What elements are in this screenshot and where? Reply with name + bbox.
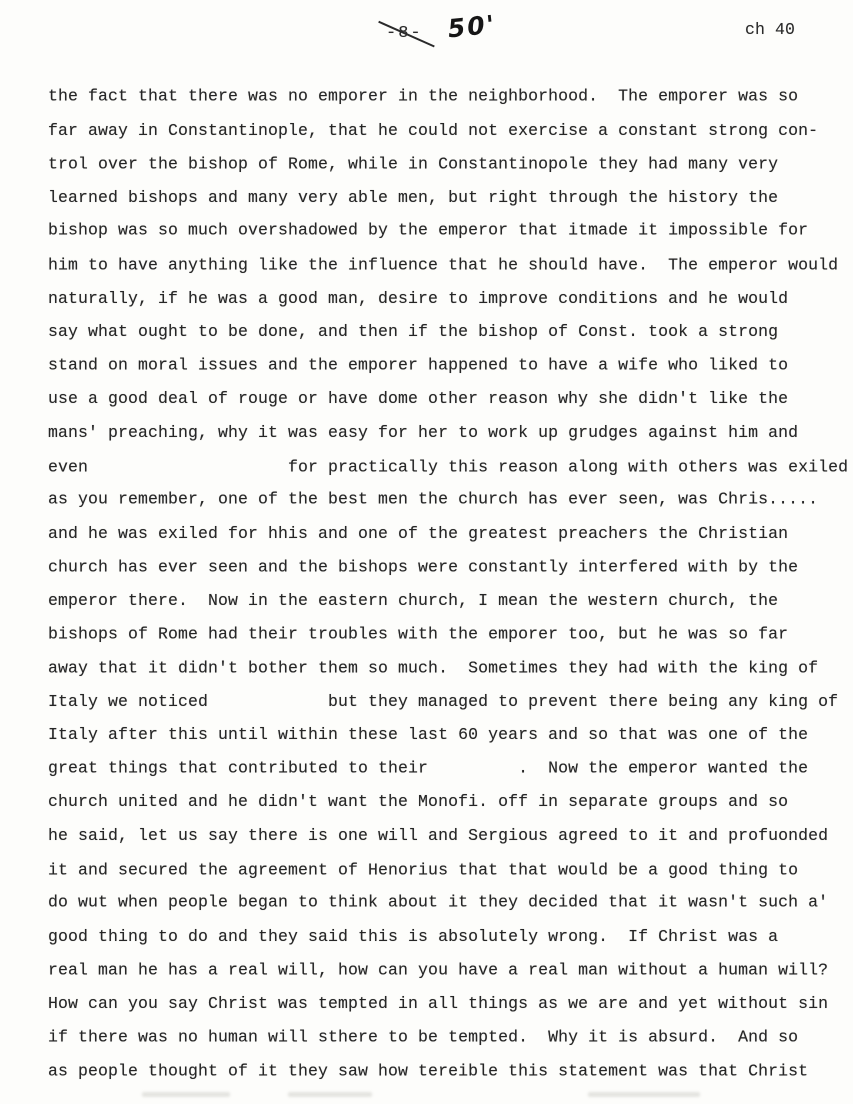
text-line: say what ought to be done, and then if the bishop of Const. took a strong <box>48 322 779 342</box>
text-line: church united and he didn't want the Monofi. off in separate groups and so <box>48 792 789 812</box>
text-line: use a good deal of rouge or have dome other reason why she didn't like the <box>48 389 789 409</box>
text-line: it and secured the agreement of Henorius that that would be a good thing to <box>48 860 799 880</box>
text-line: him to have anything like the influence that he should have. The emperor would <box>48 255 839 275</box>
next-line-remnant <box>0 1092 853 1102</box>
chapter-label: ch 40 <box>745 20 796 39</box>
text-line: stand on moral issues and the emporer happened to have a wife who liked to <box>48 355 789 375</box>
text-line: real man he has a real will, how can you have a real man without a human will? <box>48 960 829 980</box>
text-line: great things that contributed to their . Now the emperor wanted the <box>48 758 809 778</box>
text-line: do wut when people began to think about it they decided that it wasn't such a' <box>48 892 829 912</box>
text-line: trol over the bishop of Rome, while in Constantinopole they had many very <box>48 154 779 174</box>
text-line: naturally, if he was a good man, desire to improve conditions and he would <box>48 288 789 308</box>
text-line: Italy after this until within these last 60 years and so that was one of the <box>48 725 809 745</box>
faint-text-smudge <box>288 1092 372 1097</box>
text-line: the fact that there was no emporer in the neighborhood. The emporer was so <box>48 86 799 106</box>
text-line: learned bishops and many very able men, but right through the history the <box>48 187 779 207</box>
text-line: bishops of Rome had their troubles with the emporer too, but he was so far <box>48 624 789 644</box>
text-line: Italy we noticed but they managed to prevent there being any king of <box>48 691 839 711</box>
faint-text-smudge <box>588 1092 700 1097</box>
document-body <box>48 80 848 1088</box>
struck-page-number: -8- <box>386 24 423 43</box>
text-line: he said, let us say there is one will and Sergious agreed to it and profuonded <box>48 826 829 846</box>
text-line: as people thought of it they saw how tereible this statement was that Christ <box>48 1061 809 1081</box>
text-line: and he was exiled for hhis and one of the greatest preachers the Christian <box>48 523 789 543</box>
text-line: even for practically this reason along with others was exiled <box>48 456 849 476</box>
text-line: church has ever seen and the bishops were constantly interfered with by the <box>48 557 799 577</box>
text-line: emperor there. Now in the eastern church, I mean the western church, the <box>48 590 779 610</box>
text-line: mans' preaching, why it was easy for her to work up grudges against him and <box>48 422 799 442</box>
page-number-group <box>386 9 498 44</box>
text-line: away that it didn't bother them so much. Sometimes they had with the king of <box>48 658 819 678</box>
text-line: How can you say Christ was tempted in all things as we are and yet without sin <box>48 994 829 1014</box>
text-line: bishop was so much overshadowed by the emperor that itmade it impossible for <box>48 221 809 241</box>
text-line: as you remember, one of the best men the church has ever seen, was Chris..... <box>48 489 819 509</box>
text-line: if there was no human will sthere to be tempted. Why it is absurd. And so <box>48 1027 799 1047</box>
text-line: far away in Constantinople, that he could not exercise a constant strong con- <box>48 120 819 140</box>
handwritten-page-number: 50' <box>446 9 498 44</box>
text-line: good thing to do and they said this is absolutely wrong. If Christ was a <box>48 926 779 946</box>
faint-text-smudge <box>142 1092 230 1097</box>
